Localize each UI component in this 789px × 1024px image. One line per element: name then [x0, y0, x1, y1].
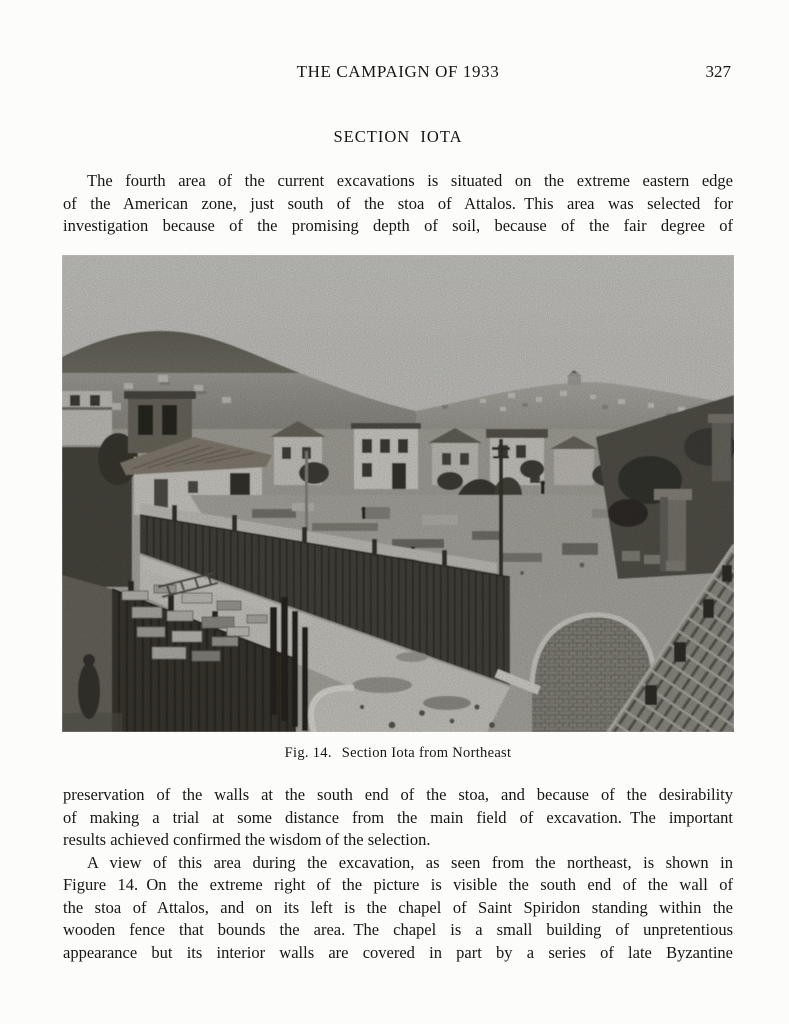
body-line: wooden fence that bounds the area. The chapel is a small building of unpretentious — [63, 920, 733, 939]
section-heading: SECTION IOTA — [333, 127, 463, 146]
body-line: The fourth area of the current excavations is situated on the extreme eastern edge — [87, 171, 733, 190]
paragraph-1 — [63, 170, 733, 238]
body-line: preservation of the walls at the south end of the stoa, and because of the desirability — [63, 785, 733, 804]
body-line: investigation because of the promising depth of soil, because of the fair degree of — [63, 216, 733, 235]
photo-grain-overlay — [62, 255, 734, 732]
body-line: A view of this area during the excavation, as seen from the northeast, is shown in — [87, 852, 733, 872]
body-line: appearance but its interior walls are covered in part by a series of late Byzantine — [63, 942, 733, 962]
figure-caption — [63, 745, 733, 762]
body-text — [63, 784, 733, 964]
excavation-photo — [62, 255, 734, 732]
figure-caption-label: Fig. 14. — [284, 745, 332, 761]
running-title: THE CAMPAIGN OF 1933 — [296, 62, 500, 81]
figure-caption-text: Section Iota from Northeast — [341, 745, 512, 761]
body-line: of the American zone, just south of the stoa of Attalos. This area was selected for — [63, 193, 733, 213]
page-number: 327 — [705, 62, 731, 81]
body-line: of making a trial at some distance from the main field of excavation. The important — [63, 807, 733, 827]
body-line: results achieved confirmed the wisdom of the selection. — [63, 830, 431, 849]
body-line: Figure 14. On the extreme right of the picture is visible the south end of the wall of — [63, 875, 733, 894]
page-header — [63, 62, 733, 84]
figure-14 — [62, 255, 734, 732]
body-line: the stoa of Attalos, and on its left is the chapel of Saint Spiridon standing within the — [63, 897, 733, 917]
